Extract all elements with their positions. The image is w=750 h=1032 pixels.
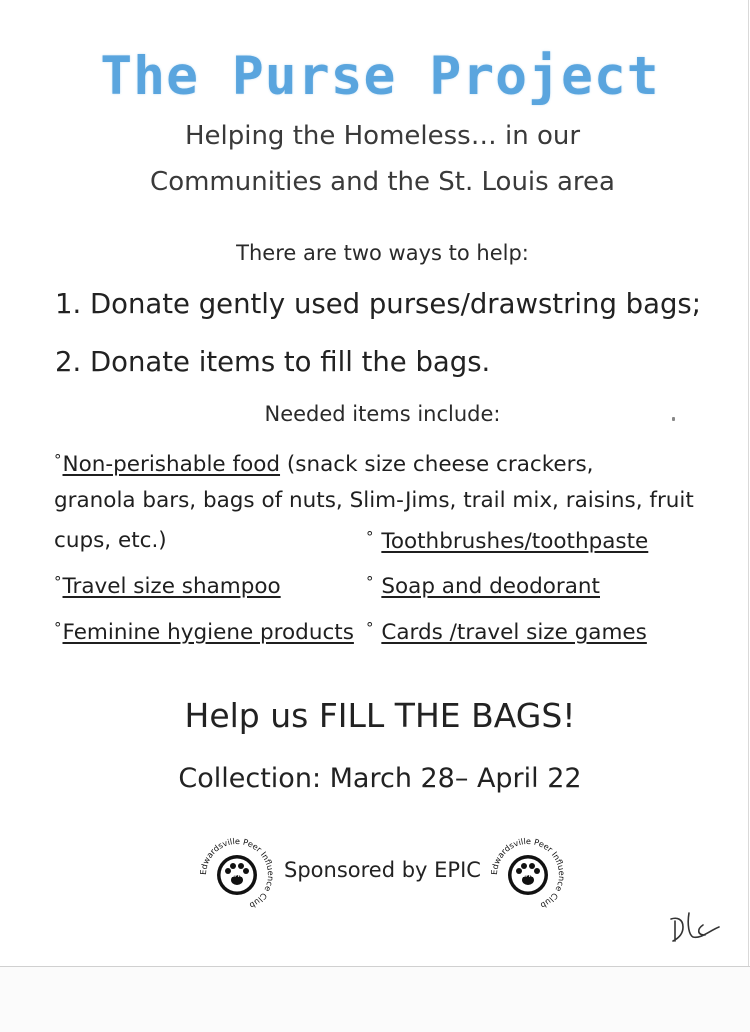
item-soap <box>366 573 600 599</box>
degree-bullet: ° <box>366 573 374 591</box>
item-cards-label: Cards /travel size games <box>381 620 647 645</box>
epic-logo-right <box>488 835 568 915</box>
item-soap-label: Soap and deodorant <box>381 574 600 599</box>
item-cards <box>366 619 647 645</box>
scan-bottom-margin <box>0 966 750 1032</box>
food-detail-1: (snack size cheese crackers, <box>280 452 594 477</box>
svg-text:EPIC: EPIC <box>521 873 535 879</box>
flyer-title: The Purse Project <box>100 46 660 107</box>
call-to-action: Help us FILL THE BAGS! <box>184 696 576 735</box>
item-food-line-1 <box>54 451 594 477</box>
food-label: Non-perishable food <box>62 452 281 477</box>
degree-bullet: ° <box>366 528 374 546</box>
way-1: 1. Donate gently used purses/drawstring bags; <box>55 288 701 320</box>
degree-bullet: ° <box>366 619 374 637</box>
degree-bullet: ° <box>54 451 62 469</box>
svg-text:EPIC: EPIC <box>230 873 244 879</box>
food-detail-3: cups, etc.) <box>54 528 167 553</box>
food-detail-2: granola bars, bags of nuts, Slim-Jims, trail mix, raisins, fruit <box>54 488 694 513</box>
epic-logo-left <box>197 835 277 915</box>
collection-dates: Collection: March 28– April 22 <box>178 763 582 794</box>
item-feminine-label: Feminine hygiene products <box>62 620 354 645</box>
item-feminine <box>54 619 354 645</box>
subtitle-line-1: Helping the Homeless… in our <box>184 121 581 151</box>
svg-text:Edwardsville Peer Influence Cl: Edwardsville Peer Influence Club <box>488 835 568 911</box>
degree-bullet: ° <box>54 619 62 637</box>
ways-intro: There are two ways to help: <box>236 241 529 265</box>
needed-items-heading: Needed items include: <box>264 402 501 426</box>
sponsor-text: Sponsored by EPIC <box>284 858 481 882</box>
way-2: 2. Donate items to fill the bags. <box>55 346 491 378</box>
subtitle-line-2: Communities and the St. Louis area <box>150 167 615 197</box>
item-shampoo-label: Travel size shampoo <box>62 574 281 599</box>
item-toothbrushes <box>366 528 648 554</box>
item-toothbrushes-label: Toothbrushes/toothpaste <box>381 529 649 554</box>
svg-text:Edwardsville Peer Influence Cl: Edwardsville Peer Influence Club <box>197 835 277 911</box>
handwritten-initials <box>667 905 727 945</box>
degree-bullet: ° <box>54 573 62 591</box>
item-shampoo <box>54 573 281 599</box>
